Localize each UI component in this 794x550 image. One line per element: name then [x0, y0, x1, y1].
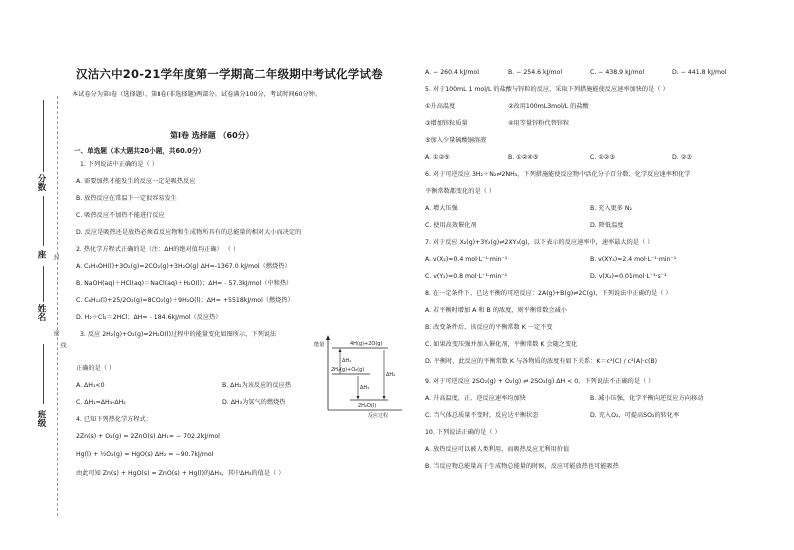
q4-option-b: B. − 254.6 kJ/mol [508, 69, 563, 76]
energy-level-diagram [314, 334, 406, 419]
q8-option-d: D. 平衡时，此反应的平衡常数 K 与各物质的浓度有如下关系：K＝c²(C) / c²(A)·c(B) [425, 358, 658, 365]
q10-stem: 10. 下列说法正确的是（ ） [425, 429, 501, 436]
q4-ask: 由此可知 Zn(s) + HgO(s) = ZnO(s) + Hg(l)的ΔH₃，其中ΔH₃的值是（ ） [76, 470, 285, 477]
class-label: 班级 [36, 410, 46, 427]
seat-label: 座 [36, 250, 46, 259]
q5-item-3: ③增加锌粒质量 [425, 120, 468, 127]
q5-item-4: ④用等量锌粉代替锌粒 [508, 120, 570, 127]
q5-item-5: ⑤加入少量硫酸铜溶液 [425, 137, 487, 144]
q5-option-b: B. ①②④⑤ [508, 154, 539, 161]
exam-title: 汉沽六中20-21学年度第一学期高二年级期中考试化学试卷 [76, 67, 383, 81]
q5-item-1: ①升高温度 [425, 103, 456, 110]
q7-option-b: B. v(XY₃)=2.4 mol·L⁻¹·min⁻¹ [590, 256, 677, 263]
q10-option-b: B. 当反应物总能量高于生成物总能量的时候，反应可能放热也可能吸热 [425, 463, 619, 470]
q1-option-d: D. 反应是吸热还是放热必须看反应物和生成物所具有的总能量的相对大小而决定的 [76, 229, 302, 236]
dh2-label: ΔH₂ [386, 372, 396, 378]
q4-option-c: C. − 438.9 kJ/mol [590, 69, 645, 76]
section-heading: 第Ⅰ卷 选择题 （60分） [170, 131, 254, 140]
q3-stem-cont: 正确的是（ ） [76, 365, 116, 372]
q6-option-c: C. 使用高效催化剂 [425, 222, 477, 229]
q2-option-c: C. C₆H₁₂(l)+25/2O₂(g)=8CO₂(g)＋9H₂O(l)；ΔH= +5518kJ/mol（燃烧热） [76, 297, 294, 304]
exam-intro: 本试卷分为第Ⅰ卷（选择题）、第Ⅱ卷(非选择题)两部分。试卷满分100分，考试时间60分钟。 [72, 91, 322, 98]
q6-option-d: D. 降低温度 [590, 222, 624, 229]
q3-option-c: C. ΔH₁=ΔH₃-ΔH₂ [76, 399, 126, 406]
q9-option-d: D. 充入O₂，可提高SO₂的转化率 [590, 412, 680, 419]
q7-option-c: C. v(Y₂)=0.8 mol·L⁻¹·min⁻¹ [425, 273, 508, 280]
q4-equation-1: 2Zn(s) + O₂(g) = 2ZnO(s) ΔH₁= − 702.2kJ/mol [76, 433, 220, 440]
dh1-label: ΔH₁ [342, 358, 352, 364]
q5-option-c: C. ①②③ [590, 154, 615, 161]
seat-underline [43, 196, 44, 246]
level-top-label: 4H(g)+2O(g) [350, 341, 383, 347]
q8-option-b: B. 改变条件后，该反应的平衡常数 K 一定不变 [425, 324, 553, 331]
q6-option-b: B. 充入更多 N₂ [590, 205, 633, 212]
level-mid-label: 2H₂(g)+O₂(g) [331, 367, 365, 373]
q8-option-a: A. 若平衡时增加 A 和 B 的浓度，则平衡常数会减小 [425, 307, 567, 314]
q5-stem: 5. 对于100mL 1 mol/L 的盐酸与锌粒的反应，采取下列措施能使反应速率加快的是（ ） [425, 86, 669, 93]
q3-option-b: B. ΔH₂为该反应的反应热 [222, 382, 292, 389]
dh1-arrowhead [339, 349, 342, 353]
y-axis-arrow [326, 335, 330, 340]
q7-option-d: D. v(X₂)=0.01mol·L⁻¹·s⁻¹ [590, 273, 667, 280]
q3-option-a: A. ΔH₁<0 [76, 382, 105, 389]
q6-stem: 6. 对于可逆反应 3H₂＋N₂⇌2NH₃，下列措施能使反应物中活化分子百分数、化学反应速率和化学 [425, 171, 691, 178]
q4-equation-2: Hg(l) + ½O₂(g) = HgO(s) ΔH₂ = −90.7kJ/mol [76, 451, 214, 458]
q6-stem-cont: 平衡常数都变化的是（ ） [425, 188, 496, 195]
q9-option-b: B. 减小压强，化学平衡向逆反应方向移动 [590, 395, 704, 402]
q1-option-b: B. 放热反应在常温下一定很容易发生 [76, 195, 177, 202]
q4-stem: 4. 已知下列热化学方程式： [76, 416, 152, 423]
q7-option-a: A. v(X₂)=0.4 mol·L⁻¹·min⁻¹ [425, 256, 508, 263]
q9-option-c: C. 当气体总质量不变时，反应达平衡状态 [425, 412, 539, 419]
q2-option-d: D. H₂＋Cl₂＝2HCl；ΔH=﹣184.6kJ/mol（反应热） [76, 314, 222, 321]
part-title: 一、单选题（本大题共20小题，共60.0分） [74, 147, 205, 155]
y-axis-label: 能量 [314, 342, 325, 348]
q2-stem: 2. 热化学方程式正确的是（注：ΔH的绝对值均正确） （ ） [76, 246, 240, 253]
q3-option-d: D. ΔH₃为氢气的燃烧热 [222, 399, 286, 406]
q5-item-2: ②改用100mL3mol/L 的盐酸 [508, 103, 589, 110]
q4-option-a: A. − 260.4 kJ/mol [425, 69, 479, 76]
score-underline [43, 100, 44, 172]
q10-option-a: A. 放热反应可以被人类利用，而吸热反应无利用价值 [425, 446, 570, 453]
q9-option-a: A. 升高温度，正、逆反应速率均加快 [425, 395, 526, 402]
class-underline [43, 344, 44, 404]
q8-stem: 8. 在一定条件下，已达平衡的可逆反应：2A(g)+B(g)⇌2C(g)，下列说法中正确的是（ ） [425, 290, 672, 297]
q8-option-c: C. 如果改变压强并加入催化剂，平衡常数 K 会随之变化 [425, 341, 578, 348]
q2-option-a: A. C₂H₅OH(l)+3O₂(g)=2CO₂(g)+3H₂O(g) ΔH=-1367.0 kJ/mol（燃烧热） [76, 263, 291, 270]
name-label: 姓名 [36, 304, 46, 321]
q9-stem: 9. 对于可逆反应 2SO₂(g) + O₂(g) ⇌ 2SO₃(g) ΔH < 0，下列说法不正确的是（ ） [425, 378, 655, 385]
name-underline [43, 266, 44, 302]
q3-stem: 3. 反应 2H₂(g)+O₂(g)=2H₂O(l)过程中的能量变化如图所示，下列说法 [80, 331, 277, 338]
binding-hint-xian: 线 [59, 342, 66, 348]
q7-stem: 7. 对于反应 X₂(g)+3Y₂(g)⇌2XY₃(g)，以下表示的反应速率中，速率最大的是（ ） [425, 239, 654, 246]
dh3-arrowhead [357, 396, 360, 400]
score-label: 分数 [36, 174, 46, 191]
q6-option-a: A. 增大压强 [425, 205, 458, 212]
q1-option-c: C. 吸热反应不加热不能进行反应 [76, 212, 165, 219]
q1-option-a: A. 需要加热才能发生的反应一定是吸热反应 [76, 178, 196, 185]
q5-option-a: A. ①②⑤ [425, 154, 450, 161]
binding-hint-mi: 密 [52, 330, 59, 336]
q4-option-d: D. − 441.8 kJ/mol [672, 69, 727, 76]
dh2-arrowhead [383, 396, 386, 400]
level-bottom-label: 2H₂O(l) [358, 403, 377, 409]
dh3-label: ΔH₃ [360, 385, 370, 391]
q5-option-d: D. ②③ [672, 154, 692, 161]
x-axis-label: 反应过程 [368, 413, 389, 419]
q2-option-b: B. NaOH(aq)＋HCl(aq)＝NaCl(aq)＋H₂O(l)；ΔH=﹣57.3kJ/mol（中和热） [76, 280, 293, 287]
binding-hint-feng: 封 [52, 254, 59, 260]
q1-stem: 1. 下列说法中正确的是（ ） [80, 161, 158, 168]
binding-dashed-line [57, 96, 58, 516]
